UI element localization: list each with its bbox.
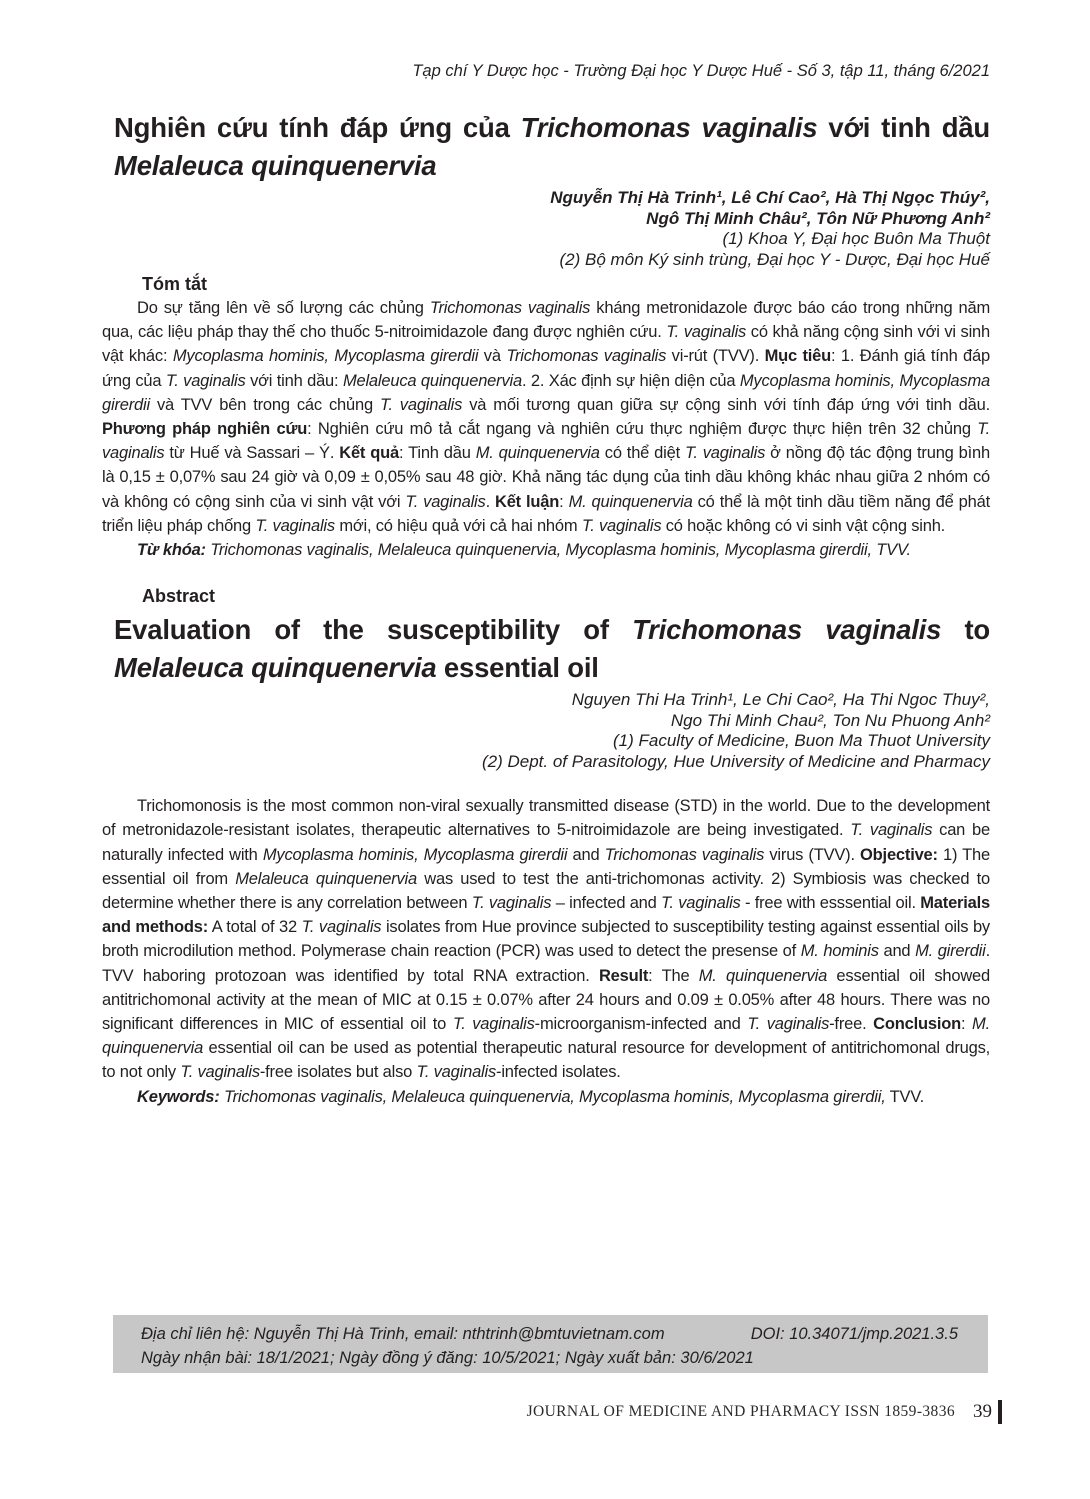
article-title-en: Evaluation of the susceptibility of Trichomonas vaginalis to Melaleuca quinquenervia essential oil (114, 614, 991, 684)
author-names-line-2: Ngô Thị Minh Châu², Tôn Nữ Phương Anh² (646, 208, 990, 228)
doi-text: DOI: 10.34071/jmp.2021.3.5 (750, 1325, 958, 1343)
authors-block-en (102, 690, 990, 772)
author-names-en-line-2: Ngo Thi Minh Chau², Ton Nu Phuong Anh² (670, 710, 990, 730)
article-title-vi: Nghiên cứu tính đáp ứng của Trichomonas vaginalis với tinh dầu Melaleuca quinquenervia (114, 112, 991, 181)
section-heading-tom-tat: Tóm tắt (142, 274, 207, 294)
journal-header-line: Tạp chí Y Dược học - Trường Đại học Y Dược Huế - Số 3, tập 11, tháng 6/2021 (412, 62, 990, 80)
authors-block-vi (102, 188, 990, 270)
author-names-line-1: Nguyễn Thị Hà Trinh¹, Lê Chí Cao², Hà Thị Ngọc Thúy², (550, 188, 990, 207)
page-number: 39 (973, 1401, 992, 1422)
journal-footer (527, 1400, 1002, 1424)
affiliation-1: (1) Khoa Y, Đại học Buôn Ma Thuột (722, 229, 990, 248)
contact-info-box (113, 1315, 988, 1373)
keywords-line-vi: Từ khóa: Trichomonas vaginalis, Melaleuca quinquenervia, Mycoplasma hominis, Mycoplasma girerdii, TVV. (137, 541, 911, 560)
affiliation-en-1: (1) Faculty of Medicine, Buon Ma Thuot University (613, 731, 990, 751)
contact-address-line: Địa chỉ liên hệ: Nguyễn Thị Hà Trinh, email: nthtrinh@bmtuvietnam.com (141, 1325, 665, 1343)
page-number-divider (998, 1400, 1002, 1424)
submission-dates-line: Ngày nhận bài: 18/1/2021; Ngày đồng ý đăng: 10/5/2021; Ngày xuất bản: 30/6/2021 (141, 1349, 754, 1367)
abstract-paragraph-en: Trichomonosis is the most common non-viral sexually transmitted disease (STD) in the world. Due to the development of metronidazole-resistant isolates, therapeutic alternatives to 5-nitroimidazole are being investigated. T. vaginalis can be naturally infected with Mycoplasma hominis, Mycoplasma girerdii and Trichomonas vaginalis virus (TVV). Objective: 1) The essential oil from Melaleuca quinquenervia was used to test the anti-trichomonas activity. 2) Symbiosis was checked to determine whether there is any correlation between T. vaginalis – infected and T. vaginalis - free with esssential oil. Materials and methods: A total of 32 T. vaginalis isolates from Hue province subjected to susceptibility testing against essential oils by broth microdilution method. Polymerase chain reaction (PCR) was used to detect the presense of M. hominis and M. girerdii. TVV haboring protozoan was identified by total RNA extraction. Result: The M. quinquenervia essential oil showed antitrichomonal activity at the mean of MIC at 0.15 ± 0.07% after 24 hours and 0.09 ± 0.05% after 48 hours. There was no significant differences in MIC of essential oil to T. vaginalis-microorganism-infected and T. vaginalis-free. Conclusion: M. quinquenervia essential oil can be used as potential therapeutic natural resource for development of antitrichomonal drugs, to not only T. vaginalis-free isolates but also T. vaginalis-infected isolates. (102, 797, 990, 1082)
section-heading-abstract: Abstract (142, 586, 216, 607)
affiliation-en-2: (2) Dept. of Parasitology, Hue University of Medicine and Pharmacy (481, 751, 990, 771)
affiliation-2: (2) Bộ môn Ký sinh trùng, Đại học Y - Dược, Đại học Huế (559, 249, 990, 269)
contact-row (141, 1322, 958, 1346)
journal-name-footer: JOURNAL OF MEDICINE AND PHARMACY ISSN 1859-3836 (526, 1403, 955, 1420)
author-names-en-line-1: Nguyen Thi Ha Trinh¹, Le Chi Cao², Ha Thi Ngoc Thuy², (571, 690, 990, 710)
abstract-paragraph-vi: Do sự tăng lên về số lượng các chủng Trichomonas vaginalis kháng metronidazole được báo cáo trong những năm qua, các liệu pháp thay thế cho thuốc 5-nitroimidazole đang được nghiên cứu. T. vaginalis có khả năng cộng sinh với vi sinh vật khác: Mycoplasma hominis, Mycoplasma girerdii và Trichomonas vaginalis vi-rút (TVV). Mục tiêu: 1. Đánh giá tính đáp ứng của T. vaginalis với tinh dầu: Melaleuca quinquenervia. 2. Xác định sự hiện diện của Mycoplasma hominis, Mycoplasma girerdii và TVV bên trong các chủng T. vaginalis và mối tương quan giữa sự cộng sinh với tính đáp ứng với tinh dầu. Phương pháp nghiên cứu: Nghiên cứu mô tả cắt ngang và nghiên cứu thực nghiệm được thực hiện trên 32 chủng T. vaginalis từ Huế và Sassari – Ý. Kết quả: Tinh dầu M. quinquenervia có thể diệt T. vaginalis ở nồng độ tác động trung bình là 0,15 ± 0,07% sau 24 giờ và 0,09 ± 0,05% sau 48 giờ. Khả năng tác dụng của tinh dầu không khác nhau giữa 2 nhóm có và không có cộng sinh của vi sinh vật với T. vaginalis. Kết luận: M. quinquenervia có thể là một tinh dầu tiềm năng để phát triển liệu pháp chống T. vaginalis mới, có hiệu quả với cả hai nhóm T. vaginalis có hoặc không có vi sinh vật cộng sinh. (102, 299, 990, 535)
keywords-line-en: Keywords: Trichomonas vaginalis, Melaleuca quinquenervia, Mycoplasma hominis, Mycoplasma girerdii, TVV. (137, 1087, 925, 1106)
